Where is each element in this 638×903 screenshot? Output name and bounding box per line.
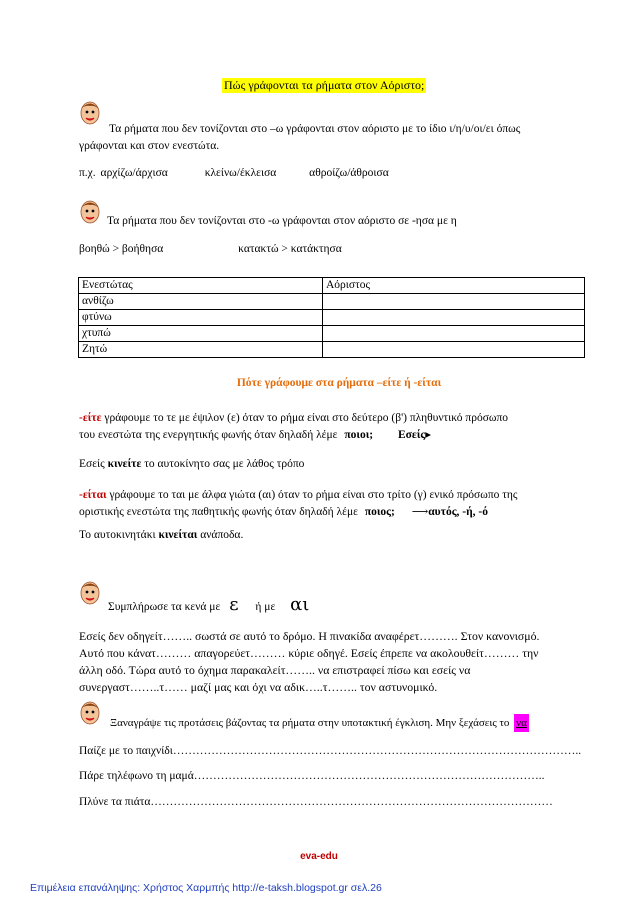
table-row [79,294,585,310]
exercise2-line[interactable]: Πλύνε τα πιάτα…………………………………………………………………………………………… [79,796,553,808]
eite-line2: του ενεστώτα της ενεργητικής φωνής όταν δηλαδή λέμε [79,429,338,441]
boy-face-icon [79,580,101,606]
eitai-example-post: ανάποδα. [197,529,244,541]
table-header-row [79,278,585,294]
exercise1-line: άλλη οδό. Τώρα αυτό το όχημα παρακαλείτ…….. να επιστραφεί πίσω και εσείς να [79,663,471,677]
eitai-example-verb: κινείται [158,529,198,541]
exercise1-text [79,628,589,696]
table-header: Αόριστος [323,278,585,294]
na-highlight: να [514,714,529,732]
example-1: αρχίζω/άρχισα [100,167,168,179]
exercise2-instruction: Ξαναγράψε τις προτάσεις βάζοντας τα ρήματα στην υποτακτική έγκλιση. Μην ξεχάσεις το [110,717,510,729]
eitai-example [79,529,243,541]
eite-example [79,458,304,470]
table-cell: χτυπώ [79,326,323,342]
eitai-rule [79,487,589,521]
arrow-icon: ⟶ [411,506,429,518]
boy-face-icon [79,199,101,225]
examples1 [79,167,389,179]
table-cell-empty[interactable] [323,310,585,326]
table-cell-empty[interactable] [323,326,585,342]
eitai-who: ποιος; [364,506,395,518]
eite-who: ποιοι; [344,429,374,441]
table-cell: Ζητώ [79,342,323,358]
eitai-line1: γράφουμε το ται με άλφα γιώτα (αι) όταν το ρήμα είναι στο τρίτο (γ) ενικό πρόσωπο της [106,489,518,501]
exercise2-instruction-row [110,717,529,729]
exercise2-line[interactable]: Πάρε τηλέφωνο τη μαμά……………………………………………………………………………….. [79,770,545,782]
eite-ending: -είτε [79,412,102,424]
footer-brand: eva-edu [300,851,338,862]
exercise1-line: Εσείς δεν οδηγείτ…….. σωστά σε αυτό το δρόμο. Η πινακίδα αναφέρετ………. Στον κανονισμό. [79,629,540,643]
eitai-pron: αυτός, -ή, -ό [428,506,488,518]
example-2: κλείνω/έκλεισα [204,167,277,179]
eitai-ending: -είται [79,489,107,501]
rule2: Τα ρήματα που δεν τονίζονται στο -ω γράφονται στον αόριστο σε -ησα με η [107,215,457,227]
exercise1-line: συνεργαστ……..τ…… μαζί μας και όχι να αδικ…..τ…….. τον αστυνομικό. [79,680,438,694]
eite-pron: Εσείς [398,429,426,441]
eite-example-pre: Εσείς [79,458,108,470]
table-cell: φτύνω [79,310,323,326]
exercise1-line: Αυτό που κάνατ……… απαγορεύετ……… κύριε οδηγέ. Εσείς έπρεπε να ακολουθείτ……… την [79,646,539,660]
example2-1: βοηθώ > βοήθησα [79,243,164,255]
option-ai: αι [290,594,310,615]
boy-face-icon [79,700,101,726]
option-e: ε [229,594,239,615]
eite-line1: γράφουμε το τε με έψιλον (ε) όταν το ρήμα είναι στο δεύτερο (β') πληθυντικό πρόσωπο [101,412,509,424]
rule1 [79,121,589,155]
table-row [79,342,585,358]
verb-table [78,277,585,358]
eitai-example-pre: Το αυτοκινητάκι [79,529,159,541]
examples2 [79,243,342,255]
option-or: ή με [255,601,276,613]
eite-rule [79,410,589,444]
arrow-icon: ▸ [425,429,432,441]
table-row [79,310,585,326]
eitai-line2: οριστικής ενεστώτα της παθητικής φωνής όταν δηλαδή λέμε [79,506,358,518]
exercise2-line[interactable]: Παίζε με το παιχνίδι…………………………………………………………………………………………….. [79,745,582,757]
example-3: αθροίζω/άθροισα [309,167,389,179]
rule1-line2: γράφονται και στον ενεστώτα. [79,140,220,152]
table-cell-empty[interactable] [323,342,585,358]
table-header: Ενεστώτας [79,278,323,294]
exercise1-instruction-row [108,594,309,615]
example2-2: κατακτώ > κατάκτησα [238,243,342,255]
table-cell: ανθίζω [79,294,323,310]
rule1-line1: Τα ρήματα που δεν τονίζονται στο –ω γράφονται στον αόριστο με το ίδιο ι/η/υ/οι/ει όπως [109,123,521,135]
section2-title: Πότε γράφουμε στα ρήματα –είτε ή -είται [236,377,442,389]
table-row [79,326,585,342]
page-title: Πώς γράφονται τα ρήματα στον Αόριστο; [224,78,425,92]
eite-example-post: το αυτοκίνητο σας με λάθος τρόπο [141,458,305,470]
table-cell-empty[interactable] [323,294,585,310]
exercise1-instruction: Συμπλήρωσε τα κενά με [108,601,221,613]
eite-example-verb: κινείτε [107,458,142,470]
footer-credit: Επιμέλεια επανάληψης: Χρήστος Χαρμπής http://e-taksh.blogspot.gr σελ.26 [30,882,382,894]
example-prefix: π.χ. [79,167,96,179]
